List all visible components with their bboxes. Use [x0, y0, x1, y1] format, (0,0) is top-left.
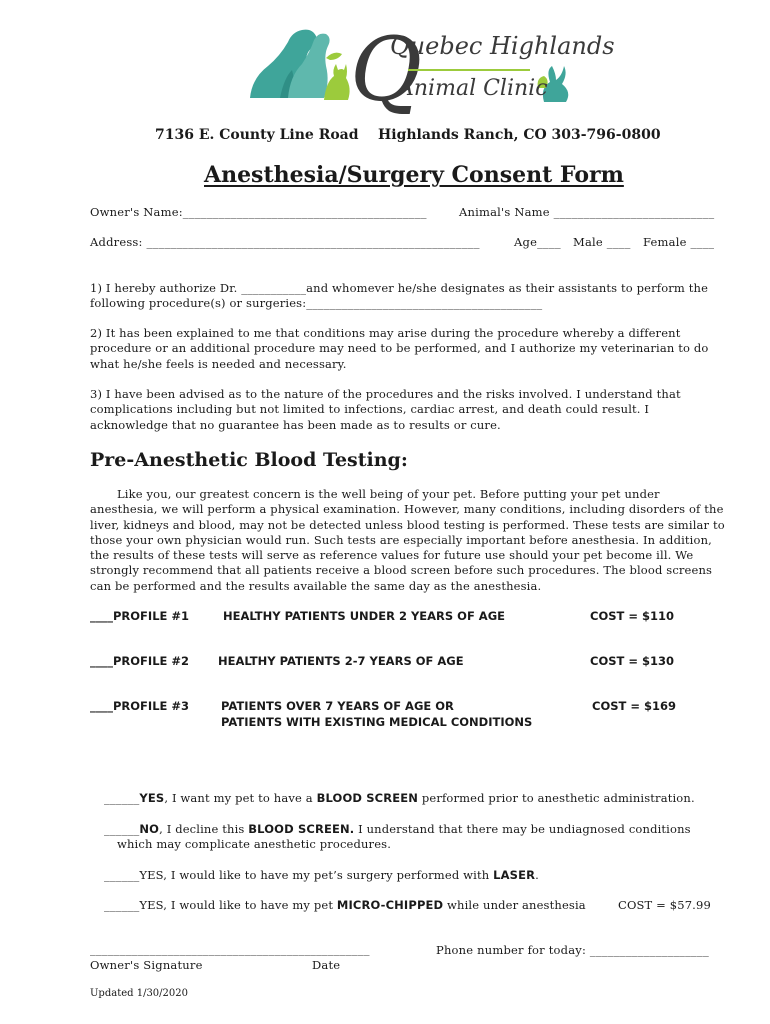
- profile-3-label[interactable]: ____PROFILE #3: [90, 699, 190, 713]
- laser-word: LASER: [493, 868, 536, 882]
- date-label: Date: [312, 958, 341, 972]
- blood-screen-word-2: BLOOD SCREEN.: [248, 822, 355, 836]
- profile-3-desc-line2: PATIENTS WITH EXISTING MEDICAL CONDITIONS: [221, 715, 533, 729]
- no-text-end: I understand that there may be undiagnosed conditions: [354, 822, 691, 836]
- yes-blood-screen-option[interactable]: [104, 791, 695, 805]
- updated-date: Updated 1/30/2020: [90, 988, 188, 999]
- profile-2-cost: COST = $130: [590, 654, 674, 668]
- microchip-text-end: while under anesthesia: [443, 898, 586, 912]
- blood-screen-word: BLOOD SCREEN: [316, 791, 419, 805]
- phone-field[interactable]: Phone number for today: ____________________: [436, 943, 709, 957]
- clinic-logo: [240, 18, 615, 114]
- blood-testing-heading: Pre-Anesthetic Blood Testing:: [90, 449, 408, 471]
- yes-text-end: performed prior to anesthetic administration.: [418, 791, 695, 805]
- address-field[interactable]: Address: ________________________________________________________: [90, 235, 480, 249]
- microchip-text: ______YES, I would like to have my pet: [104, 898, 337, 912]
- profile-3-cost: COST = $169: [592, 699, 676, 713]
- yes-word: YES: [139, 791, 165, 805]
- blood-testing-body: Like you, our greatest concern is the well being of your pet. Before putting your pet under anesthesia, we will perform a physical examination. However, many conditions, including disorders of the liver, kidneys and blood, may not be detected unless blood testing is performed. These tests are similar to those your own physician would run. Such tests are especially important before anesthesia. In addition, the results of these tests will serve as reference values for future use should your pet become ill. We strongly recommend that all patients receive a blood screen before such procedures. The blood screens can be performed and the results available the same day as the anesthesia.: [90, 487, 725, 593]
- profile-1-desc: HEALTHY PATIENTS UNDER 2 YEARS OF AGE: [223, 609, 506, 623]
- logo-line1: Quebec Highlands: [390, 32, 615, 60]
- profile-1-cost: COST = $110: [590, 609, 674, 623]
- street-address: 7136 E. County Line Road: [155, 127, 359, 143]
- clause-1: 1) I hereby authorize Dr. ___________and whomever he/she designates as their assistants to perform the following procedure(s) or surgeries:________________________________________: [90, 281, 709, 311]
- laser-period: .: [535, 868, 539, 882]
- laser-text: ______YES, I would like to have my pet’s surgery performed with: [104, 868, 494, 882]
- profile-1-label[interactable]: ____PROFILE #1: [90, 609, 190, 623]
- profile-3-desc: PATIENTS OVER 7 YEARS OF AGE OR: [221, 699, 454, 713]
- clinic-address: [155, 127, 661, 143]
- no-text: , I decline this: [159, 822, 249, 836]
- owner-signature-label: Owner's Signature: [90, 958, 203, 972]
- clause-2: 2) It has been explained to me that conditions may arise during the procedure whereby a different procedure or an additional procedure may need to be performed, and I authorize my veterinarian to do what he/she feels is needed and necessary.: [90, 326, 709, 371]
- clause-3: 3) I have been advised as to the nature of the procedures and the risks involved. I understand that complications including but not limited to infections, cardiac arrest, and death could result. I acknowledge that no guarantee has been made as to results or cure.: [90, 387, 681, 432]
- profile-2-desc: HEALTHY PATIENTS 2-7 YEARS OF AGE: [218, 654, 464, 668]
- animal-name-field[interactable]: Animal's Name ___________________________: [459, 205, 715, 219]
- microchip-word: MICRO-CHIPPED: [336, 898, 444, 912]
- signature-line[interactable]: _______________________________________________: [90, 942, 370, 956]
- no-word: NO: [139, 822, 160, 836]
- form-title: Anesthesia/Surgery Consent Form: [204, 162, 624, 188]
- female-field[interactable]: Female ____: [643, 235, 715, 249]
- microchip-option[interactable]: [104, 898, 586, 912]
- laser-option[interactable]: [104, 868, 539, 882]
- city-phone: Highlands Ranch, CO 303-796-0800: [378, 127, 661, 143]
- yes-blank[interactable]: ______: [104, 791, 140, 805]
- owner-name-field[interactable]: Owner's Name:_________________________________________: [90, 205, 427, 219]
- logo-line2: Animal Clinic: [398, 76, 548, 101]
- male-field[interactable]: Male ____: [573, 235, 631, 249]
- no-blood-screen-option[interactable]: [104, 822, 691, 836]
- no-blank[interactable]: ______: [104, 822, 140, 836]
- yes-text: , I want my pet to have a: [164, 791, 317, 805]
- profile-2-label[interactable]: ____PROFILE #2: [90, 654, 190, 668]
- no-option-line2: which may complicate anesthetic procedures.: [117, 837, 392, 851]
- microchip-cost: COST = $57.99: [618, 898, 711, 912]
- svg-text:Q: Q: [350, 18, 423, 114]
- age-field[interactable]: Age____: [514, 235, 561, 249]
